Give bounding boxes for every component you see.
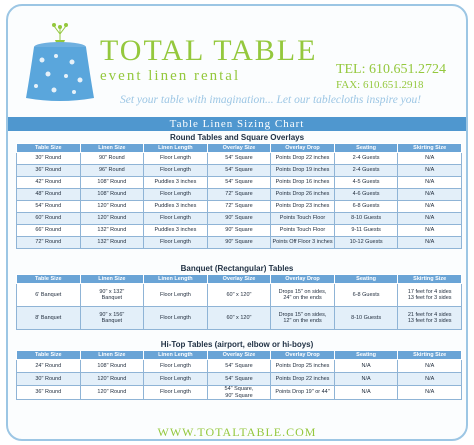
table-cell: 9-11 Guests <box>334 225 398 237</box>
table-row <box>17 386 462 400</box>
table-cell: 72" Square <box>207 201 271 213</box>
table-cell: 90" x 132" Banquet <box>80 284 144 307</box>
column-header: Linen Length <box>144 144 208 153</box>
table-cell: 8-10 Guests <box>334 213 398 225</box>
table-cell: N/A <box>398 201 462 213</box>
table-cell: 21 feet for 4 sides 13 feet for 3 sides <box>398 307 462 330</box>
table-cell: Puddles 3 inches <box>144 201 208 213</box>
brand <box>100 36 317 84</box>
brand-name: TOTAL TABLE <box>100 34 318 67</box>
table-cell: 132" Round <box>80 225 144 237</box>
table-cell: N/A <box>334 373 398 386</box>
column-header: Linen Size <box>80 144 144 153</box>
table-cell: N/A <box>398 165 462 177</box>
table-cell: 66" Round <box>17 225 81 237</box>
column-header: Skirting Size <box>398 275 462 284</box>
table-row <box>17 307 462 330</box>
table-cell: Floor Length <box>144 189 208 201</box>
table-cell: 90" Square <box>207 237 271 249</box>
table-cell: Floor Length <box>144 386 208 400</box>
column-header: Linen Size <box>80 351 144 360</box>
table-row <box>17 189 462 201</box>
section-title-hitop: Hi-Top Tables (airport, elbow or hi-boys) <box>160 340 314 349</box>
column-header: Linen Length <box>144 351 208 360</box>
section-title-banquet: Banquet (Rectangular) Tables <box>180 264 294 273</box>
table-row <box>17 201 462 213</box>
table-cell: 54" Square, 90" Square <box>207 386 271 400</box>
table-cell: 6-8 Guests <box>334 284 398 307</box>
header <box>8 6 466 116</box>
table-cell: 17 feet for 4 sides 13 feet for 3 sides <box>398 284 462 307</box>
column-header: Overlay Size <box>207 351 271 360</box>
table-cell: 30" Round <box>17 373 81 386</box>
table-row <box>17 373 462 386</box>
column-header: Table Size <box>17 275 81 284</box>
table-cell: 60" Round <box>17 213 81 225</box>
website-footer: WWW.TOTALTABLE.COM <box>157 425 317 439</box>
column-header: Overlay Drop <box>271 351 335 360</box>
table-cell: 36" Round <box>17 165 81 177</box>
table-cell: 30" Round <box>17 153 81 165</box>
hitop-tables-table <box>16 350 462 400</box>
column-header: Overlay Size <box>207 144 271 153</box>
table-cell: Puddles 3 inches <box>144 225 208 237</box>
table-cell: N/A <box>398 213 462 225</box>
table-cell: 120" Round <box>80 213 144 225</box>
table-cell: Points Drop 22 inches <box>271 373 335 386</box>
table-row <box>17 360 462 373</box>
table-cell: Floor Length <box>144 153 208 165</box>
table-cell: 54" Square <box>207 153 271 165</box>
table-cell: 108" Round <box>80 177 144 189</box>
page-frame <box>6 4 468 441</box>
table-cell: N/A <box>398 237 462 249</box>
fax-number: FAX: 610.651.2918 <box>335 79 424 91</box>
table-cell: 54" Square <box>207 177 271 189</box>
table-cell: Floor Length <box>144 237 208 249</box>
table-cell: 96" Round <box>80 165 144 177</box>
table-cell: Points Off Floor 3 inches <box>271 237 335 249</box>
table-row <box>17 237 462 249</box>
table-row <box>17 284 462 307</box>
column-header: Skirting Size <box>398 144 462 153</box>
table-cell: 2-4 Guests <box>334 153 398 165</box>
table-header-row <box>17 275 462 284</box>
table-cell: Points Drop 19" or 44" <box>271 386 335 400</box>
table-header-row <box>17 351 462 360</box>
table-row <box>17 213 462 225</box>
column-header: Linen Length <box>144 275 208 284</box>
table-cell: N/A <box>398 360 462 373</box>
tagline: Set your table with imagination... Let our tablecloths inspire you! <box>120 94 422 106</box>
table-cell: 36" Round <box>17 386 81 400</box>
table-cell: 54" Square <box>207 373 271 386</box>
table-cell: Points Drop 26 inches <box>271 189 335 201</box>
phone-number: TEL: 610.651.2724 <box>335 62 446 77</box>
table-cell: Points Drop 19 inches <box>271 165 335 177</box>
table-row <box>17 177 462 189</box>
table-cell: 132" Round <box>80 237 144 249</box>
table-cell: 4-5 Guests <box>334 177 398 189</box>
table-cell: 90" x 156" Banquet <box>80 307 144 330</box>
table-cell: 48" Round <box>17 189 81 201</box>
table-row <box>17 225 462 237</box>
brand-subtitle: event linen rental <box>100 68 241 84</box>
table-logo <box>22 20 98 102</box>
table-cell: Points Drop 16 inches <box>271 177 335 189</box>
table-cell: 72" Square <box>207 189 271 201</box>
table-cell: Floor Length <box>144 213 208 225</box>
column-header: Overlay Drop <box>271 144 335 153</box>
table-cell: 108" Round <box>80 189 144 201</box>
table-cell: 60" x 120" <box>207 307 271 330</box>
table-cell: N/A <box>398 373 462 386</box>
table-cell: Points Drop 23 inches <box>271 201 335 213</box>
column-header: Seating <box>334 275 398 284</box>
table-cell: 72" Round <box>17 237 81 249</box>
table-cell: Points Touch Floor <box>271 213 335 225</box>
table-row <box>17 165 462 177</box>
table-cell: 60" x 120" <box>207 284 271 307</box>
table-cell: 4-6 Guests <box>334 189 398 201</box>
column-header: Table Size <box>17 351 81 360</box>
table-cell: N/A <box>398 225 462 237</box>
table-cell: Floor Length <box>144 307 208 330</box>
table-cell: N/A <box>398 189 462 201</box>
table-cell: Puddles 3 inches <box>144 177 208 189</box>
column-header: Overlay Drop <box>271 275 335 284</box>
table-cell: 24" Round <box>17 360 81 373</box>
round-tables-table <box>16 143 462 249</box>
table-cell: 90" Round <box>80 153 144 165</box>
table-cell: Points Drop 25 inches <box>271 360 335 373</box>
table-cell: Floor Length <box>144 373 208 386</box>
banquet-tables-table <box>16 274 462 330</box>
table-cell: 120" Round <box>80 373 144 386</box>
table-cell: 42" Round <box>17 177 81 189</box>
contact-info <box>336 62 446 92</box>
table-cell: 90" Square <box>207 225 271 237</box>
column-header: Linen Size <box>80 275 144 284</box>
table-cell: 6' Banquet <box>17 284 81 307</box>
column-header: Overlay Size <box>207 275 271 284</box>
column-header: Skirting Size <box>398 351 462 360</box>
table-cell: N/A <box>334 360 398 373</box>
table-cell: Floor Length <box>144 165 208 177</box>
table-cell: 2-4 Guests <box>334 165 398 177</box>
table-cell: 6-8 Guests <box>334 201 398 213</box>
table-cell: Drops 15" on sides, 24" on the ends <box>271 284 335 307</box>
column-header: Table Size <box>17 144 81 153</box>
table-cell: Points Touch Floor <box>271 225 335 237</box>
column-header: Seating <box>334 351 398 360</box>
table-cell: 54" Square <box>207 165 271 177</box>
table-cell: 120" Round <box>80 386 144 400</box>
table-cell: 120" Round <box>80 201 144 213</box>
table-cell: 8-10 Guests <box>334 307 398 330</box>
table-row <box>17 153 462 165</box>
table-cell: 90" Square <box>207 213 271 225</box>
table-cell: N/A <box>398 386 462 400</box>
table-cell: Floor Length <box>144 284 208 307</box>
table-cell: Floor Length <box>144 360 208 373</box>
table-header-row <box>17 144 462 153</box>
table-cell: 108" Round <box>80 360 144 373</box>
table-cell: Drops 15" on sides, 12" on the ends <box>271 307 335 330</box>
table-cell: Points Drop 22 inches <box>271 153 335 165</box>
table-cell: N/A <box>398 153 462 165</box>
table-cell: N/A <box>334 386 398 400</box>
chart-title: Table Linen Sizing Chart <box>8 117 466 131</box>
section-title-round: Round Tables and Square Overlays <box>169 133 305 142</box>
table-cell: 54" Square <box>207 360 271 373</box>
table-cell: 10-12 Guests <box>334 237 398 249</box>
table-cell: 8' Banquet <box>17 307 81 330</box>
table-cell: N/A <box>398 177 462 189</box>
column-header: Seating <box>334 144 398 153</box>
table-cell: 54" Round <box>17 201 81 213</box>
